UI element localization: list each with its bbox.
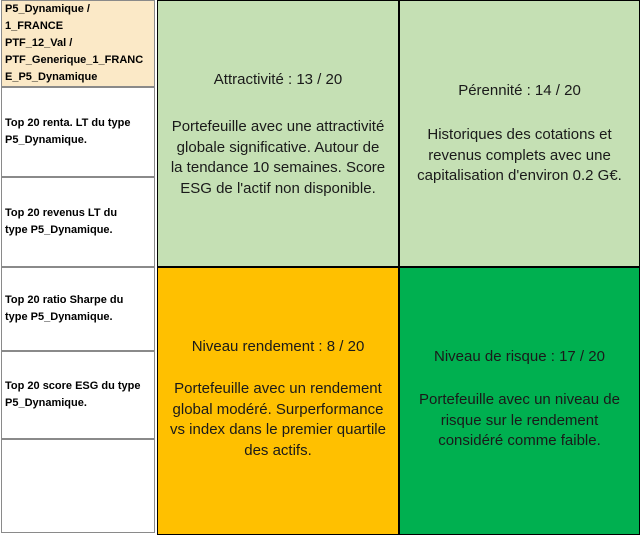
- attractivite-description: [164, 117, 392, 199]
- risque-line: risque sur le rendement: [440, 411, 599, 429]
- criterion-esg-label: Top 20 score ESG du type P5_Dynamique.: [5, 380, 141, 409]
- rendement-title: Niveau rendement : 8 / 20: [191, 338, 365, 355]
- rendement-line: Portefeuille avec un rendement: [174, 380, 382, 397]
- criterion-cell-esg: [1, 351, 155, 439]
- attractivite-line: Portefeuille avec une attractivité: [171, 118, 385, 135]
- risque-title: Niveau de risque : 17 / 20: [434, 348, 605, 365]
- attractivite-line: globale significative. Autour de: [176, 138, 380, 156]
- perennite-line: revenus complets avec une: [428, 146, 611, 164]
- risque-quadrant: [400, 268, 639, 534]
- attractivite-line: la tendance 10 semaines. Score: [170, 159, 386, 176]
- criterion-sharpe-label: Top 20 ratio Sharpe du type P5_Dynamique.: [5, 294, 124, 323]
- attractivite-quadrant: [158, 1, 398, 266]
- risque-description: [406, 390, 633, 452]
- perennite-description: [406, 125, 633, 187]
- perennite-quadrant: [400, 1, 639, 266]
- criterion-cell-empty: [1, 439, 155, 533]
- criterion-renta-label: Top 20 renta. LT du type P5_Dynamique.: [5, 117, 131, 146]
- portfolio-identifier: P5_Dynamique / 1_FRANCE PTF_12_Val / PTF_Generique_1_FRANC E_P5_Dynamique: [5, 3, 144, 83]
- rendement-description: [164, 379, 392, 461]
- criterion-cell-revenus: [1, 177, 155, 267]
- criterion-revenus-label: Top 20 revenus LT du type P5_Dynamique.: [5, 207, 118, 236]
- perennite-line: Historiques des cotations et: [427, 126, 612, 143]
- perennite-title: Pérennité : 14 / 20: [458, 82, 581, 99]
- attractivite-title: Attractivité : 13 / 20: [213, 71, 343, 88]
- criteria-column: [0, 0, 157, 535]
- criterion-cell-renta: [1, 87, 155, 177]
- rendement-line: vs index dans le premier quartile: [170, 421, 386, 438]
- score-grid: [157, 0, 640, 535]
- criterion-cell-sharpe: [1, 267, 155, 351]
- rendement-quadrant: [158, 268, 398, 534]
- attractivite-line: ESG de l'actif non disponible.: [180, 179, 376, 197]
- perennite-line: capitalisation d'environ 0.2 G€.: [417, 167, 622, 184]
- risque-line: Portefeuille avec un niveau de: [419, 391, 620, 408]
- rendement-line: global modéré. Surperformance: [172, 400, 384, 418]
- portfolio-identifier-cell: [1, 0, 155, 87]
- rendement-line: des actifs.: [244, 441, 312, 459]
- risque-line: considéré comme faible.: [438, 432, 601, 449]
